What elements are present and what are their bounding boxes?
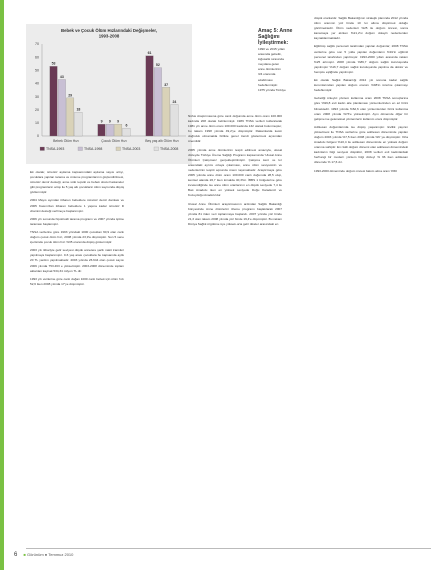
- x-tick-label: Bebek Ölüm Hızı: [53, 139, 79, 143]
- page-number: 6: [14, 552, 18, 558]
- y-tick-label: 70: [35, 42, 39, 47]
- paragraph: 2003 yılı itibariyle gelir seviyesi düşük annelere şartlı nakit transferi yapılmaya başlanmıştır. 0-6 yaş arası çocuklara bu kapsamda aylık 20 TL yardım yapılmaktadır. 2003 yılında 26.644 olan çocuk sayısı 2009 yılında 753.463 e yükselmiştir. 2003-2008 döneminde toplam aktarılan kaynak 534,34 milyon TL dir.: [30, 248, 124, 273]
- bar-value-label: 24: [172, 99, 177, 104]
- footer-text: Görünüm ● Temmuz 2010: [27, 552, 74, 557]
- paragraph: 2005 yılında anne ölümlerinin tespit edilmesi amacıyla, ulusal düzeyde Türkiye Üreme Sağlığı Programı kapsamında 'Ulusal Anne Ölümleri Çalışması' gerçekleştirilmiştir. Çalışma kent ve kır arasındaki ayrımı ortaya çıkarması, anne ölüm seviyesinin ve nedenlerinin tespiti açısında önem taşımaktadır. Araştırmaya göre 2005 yılında anne ölüm oranı 100.000 canlı doğumda 28,5 olup, kentsel alanda 26,7 iken kırsalda 40,3'tür. İBBS 1 bölgelerine göre incelendiğinde ise anne ölüm oranlarının en düşük seviyede 7,4 ile Batı Anadolu iken en yüksek seviyede Doğu Karadeniz ve Kuzeydoğu Anadolu'dur.: [188, 147, 282, 198]
- legend-label: TNSA-2003: [122, 147, 141, 151]
- footer-bullet-icon: ■: [23, 552, 26, 557]
- paragraph: düşük oranlardır. Sağlık Bakanlığının stratejik planında 2012 yılında ölüm oranının yüz binde 10 'un altına düşürmek olduğu görülmektedir. Ölüm nedenleri %25 ile doğum öncesi, sonra kanamaya yer alırken %21,2'si doğum dolayılı nedenlerden kaynaklanmaktadır.: [314, 16, 408, 41]
- section-intro: 1990 ve 2015 yılları arasında gebelik, loğusalık sırasında meydana gelen anne ölümlerinin 3/4 oranında azaltılması hedeflenmiştir. 1975 yılında Türkiye: [258, 47, 286, 92]
- chart-title: 1993-2008: [98, 33, 120, 39]
- paragraph: TNSA verilerine göre 1993 yılındaki 1000 çocuktan 60,9 olan canlı doğum çocuk ölüm hızı, 2008 yılında 23,9'a düşmüştür. Son 5 sene içerisinde çocuk ölüm hızı %35 oranında düşüş göstermiştir.: [30, 229, 124, 245]
- bar-value-label: 61: [147, 51, 152, 56]
- bar-chart: [26, 24, 192, 164]
- legend-swatch: [154, 147, 159, 151]
- legend-label: TNSA-1993: [46, 147, 65, 151]
- bar: [162, 87, 170, 136]
- footer-divider: [26, 548, 431, 549]
- legend-swatch: [40, 147, 45, 151]
- paragraph: Gebeliği önleyici yöntem kullanma oranı 2008 TNSA sonuçlarına göre %99,8 evli kadın aile planlaması yöntemlerinden en az birini bilmektedir. 1993 yılında %62,6 olan yöntemlerden birini kullanma oranı 2008 yılında %73'e yükselmiştir. Aynı dönemde diğer bir gelişme ise geleneksel yöntemlerin kullanım oranı düşmüştür.: [314, 96, 408, 121]
- x-tick-label: Beş yaş altı Ölüm Hızı: [145, 139, 179, 143]
- paragraph: Ulusal Anne Ölümleri araştırmasının ardından Sağlık Bakanlığı bünyesinde Anne ölümlerini izleme programı başlatılarak 2007 yılında 81 ilden veri toplanmaya başlandı. 2007 yılında yüz binde 21,3 olan rakam 2008 yılında yüz binde 19,4'e düşmüştür. Bu rakam Dünya Sağlık örgütüne üye yüksek-orta gelir ülkeler arasındaki en: [188, 201, 282, 226]
- text-column-2: [188, 114, 282, 230]
- bar: [146, 56, 154, 136]
- bar-value-label: 9: [108, 119, 111, 124]
- y-tick-label: 50: [35, 68, 39, 73]
- bar: [66, 98, 74, 136]
- bar: [75, 112, 83, 136]
- paragraph: 2006 yılı sonunda hipotiroidi tarama programı ve 2007 yılında işitme taraması başlamıştır.: [30, 216, 124, 226]
- paragraph: 1993 yılı verilerine göre canlı doğan 1000 canlı bebek için ölüm hızı 52,6 iken 2008 yılında 17'ye düşmüştür.: [30, 276, 124, 286]
- chart-title: Bebek ve Çocuk Ölüm Hızlarındaki Değişmeler,: [60, 28, 158, 33]
- chart-panel: [26, 24, 192, 164]
- bar-value-label: 43: [59, 74, 64, 79]
- bar: [50, 66, 58, 136]
- paragraph: Adölesan doğumlarında ise düşüş yaşanmıştır. Evlilik yaşının yükselmesi ile TNSA verilerine göre adölesan döneminde yapılan doğum 2003 yılında %7,5 iken 2008 yılında %6' ya düşmüştür. Orta Anadolu bölgesi %10,4 ile adölesan döneminde en yüksek doğum oranına sahiptir. En riskli doğum dönemi olan adölesan dönemindeki kadınların bilgi seviyesi düşüktür, 2008 verileri evli kadınlardaki herhangi bir modern yöntem bilgi düzeyi % 96 iken adölesan dönemde % 17,6 dır.: [314, 124, 408, 165]
- page-footer: [14, 552, 73, 558]
- y-tick-label: 0: [37, 134, 39, 139]
- y-tick-label: 20: [35, 107, 39, 112]
- y-tick-label: 30: [35, 94, 39, 99]
- paragraph: Ek olarak Sağlık Bakanlığı 2012 yılı sonuna kadar sağlık kurumlarından yapılan doğum oranını %98'in üzerine çıkarmayı hedeflemiştir.: [314, 78, 408, 93]
- y-tick-label: 10: [35, 121, 39, 126]
- bar-value-label: 29: [68, 93, 73, 98]
- legend-label: TNSA-1998: [84, 147, 103, 151]
- y-tick-label: 60: [35, 55, 39, 60]
- bar-value-label: 52: [155, 63, 160, 68]
- bar-value-label: 37: [164, 82, 169, 87]
- legend-swatch: [78, 147, 83, 151]
- bar: [58, 79, 66, 136]
- paragraph: 2004 Mayıs ayından itibaren bebeklere ücretsiz demir damlası ve 2005 Kasım'dan itibaren bebeklere 1 yaşına kadar ücretsiz D vitamini desteği verilmeye başlanmıştır.: [30, 198, 124, 213]
- bar: [171, 104, 179, 136]
- paragraph: Nüfus Araştırmasına göre canlı doğumda anne ölüm oranı 100.000 kadında 208 olarak belirlenmişti. 1989 TNSA verileri kullanılarak 1981 yılı anne ölüm oranı 100.000 kadında 132 olarak bulunmuştur, bu rakam 1998 yılında 49,2'ye düşmüştür. Rakamlarda kesin doğruluk olmamakla birlikte genel trendi göstermesi açısından önemlidir.: [188, 114, 282, 144]
- bar-value-label: 18: [76, 107, 81, 112]
- left-accent-bar: [0, 0, 4, 570]
- y-tick-label: 40: [35, 81, 39, 86]
- bar: [154, 68, 162, 136]
- bar: [106, 124, 114, 136]
- bar-value-label: 9: [100, 119, 103, 124]
- paragraph: Ek olarak; ücretsiz aşılama kapsamındaki aşılama sayısı artıyı, çocuklara yapılan tarama ve önleme programlarının güçlendirilmesi, ücretsiz demir desteği, anne sütü teşviki ve bebek dostu hastaneler gibi programların artışı ile 5 yaş altı çocukların ölüm sayısında düşüş gözlenmiştir.: [30, 170, 124, 195]
- bar: [114, 124, 122, 136]
- paragraph: Eğitilmiş sağlık personeli tarafından yapılan doğumlar; 2008 TNSA verilerine göre son 5 yılda yapılan doğumların %91'in eğitimli personel tarafından yapılmıştır. 1993-2000 yılları arasında rakam %25 artmıştır. 2008 yılında %89,7 doğum sağlık kuruluşunda yapılmıştır %16,7 doğum sağlık kuruluşunda yapılma da doktor ve hemşire eşliğinde yapılmıştır.: [314, 44, 408, 74]
- x-tick-label: Çocuk Ölüm Hızı: [101, 139, 127, 143]
- text-column-3: [314, 16, 408, 177]
- bar-value-label: 53: [51, 61, 56, 66]
- bar: [98, 124, 106, 136]
- paragraph: 1993-2000 döneminde doğum öncesi bakım alma oranı %50: [314, 168, 397, 173]
- legend-swatch: [116, 147, 121, 151]
- section-title: Amaç 5: Anne Sağlığını İyileştirmek:: [258, 28, 293, 46]
- legend-label: TNSA-2008: [160, 147, 179, 151]
- bar: [123, 128, 131, 136]
- bar-value-label: 6: [125, 123, 128, 128]
- bar-value-label: 9: [117, 119, 120, 124]
- text-column-1: [30, 170, 124, 290]
